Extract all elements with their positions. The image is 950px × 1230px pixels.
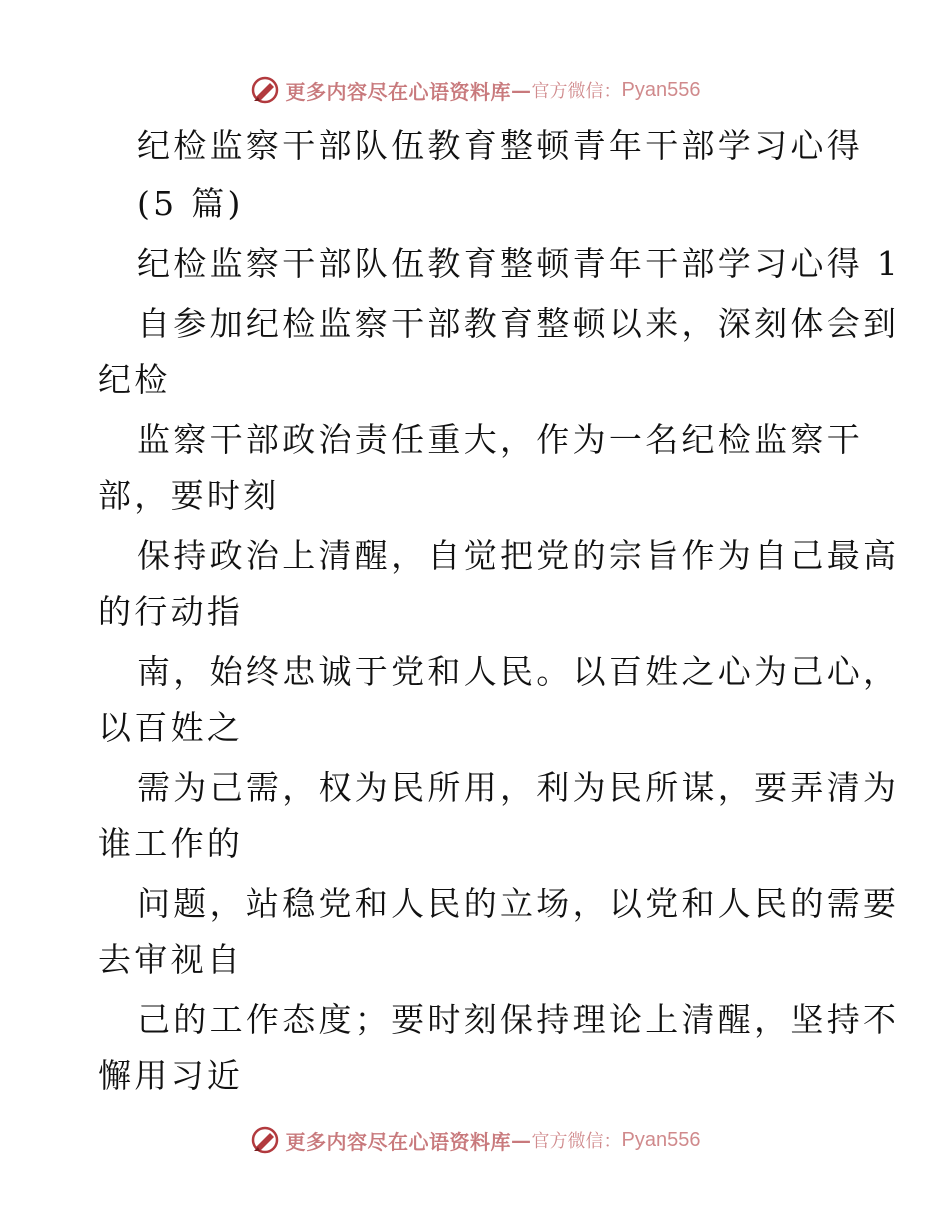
body-line: 监察干部政治责任重大，作为一名纪检监察干 xyxy=(137,420,863,459)
body-line: 需为己需，权为民所用，利为民所谋，要弄清为 xyxy=(137,768,900,807)
wechat-label: 官方微信： xyxy=(531,1131,622,1152)
promo-text: 更多内容尽在心语资料库 xyxy=(285,79,512,104)
promo-text: 更多内容尽在心语资料库 xyxy=(285,1129,512,1154)
wechat-id: Pyan556 xyxy=(621,1128,701,1151)
body-line: 的行动指 xyxy=(98,592,244,631)
pen-logo-icon xyxy=(250,1125,280,1155)
body-line: 谁工作的 xyxy=(98,824,244,863)
body-line: 保持政治上清醒，自觉把党的宗旨作为自己最高 xyxy=(137,536,900,575)
body-line: 部，要时刻 xyxy=(98,476,280,515)
body-line: 南，始终忠诚于党和人民。以百姓之心为己心， xyxy=(137,652,900,691)
section-title: 纪检监察干部队伍教育整顿青年干部学习心得 1 xyxy=(137,244,902,283)
document-title-line-2: (5 篇) xyxy=(137,184,244,223)
wechat-label: 官方微信： xyxy=(531,81,622,102)
body-line: 去审视自 xyxy=(98,940,244,979)
body-line: 懈用习近 xyxy=(98,1056,244,1095)
body-line: 己的工作态度；要时刻保持理论上清醒，坚持不 xyxy=(137,1000,900,1039)
body-line: 纪检 xyxy=(98,360,171,399)
document-title-line-1: 纪检监察干部队伍教育整顿青年干部学习心得 xyxy=(137,126,863,165)
body-line: 以百姓之 xyxy=(98,708,244,747)
promo-dash: — xyxy=(511,78,532,102)
pen-logo-icon xyxy=(250,75,280,105)
header-watermark xyxy=(0,70,950,110)
body-line: 自参加纪检监察干部教育整顿以来，深刻体会到 xyxy=(137,304,900,343)
wechat-id: Pyan556 xyxy=(621,78,701,101)
promo-dash: — xyxy=(511,1128,532,1152)
footer-watermark xyxy=(0,1120,950,1160)
body-line: 问题，站稳党和人民的立场，以党和人民的需要 xyxy=(137,884,900,923)
